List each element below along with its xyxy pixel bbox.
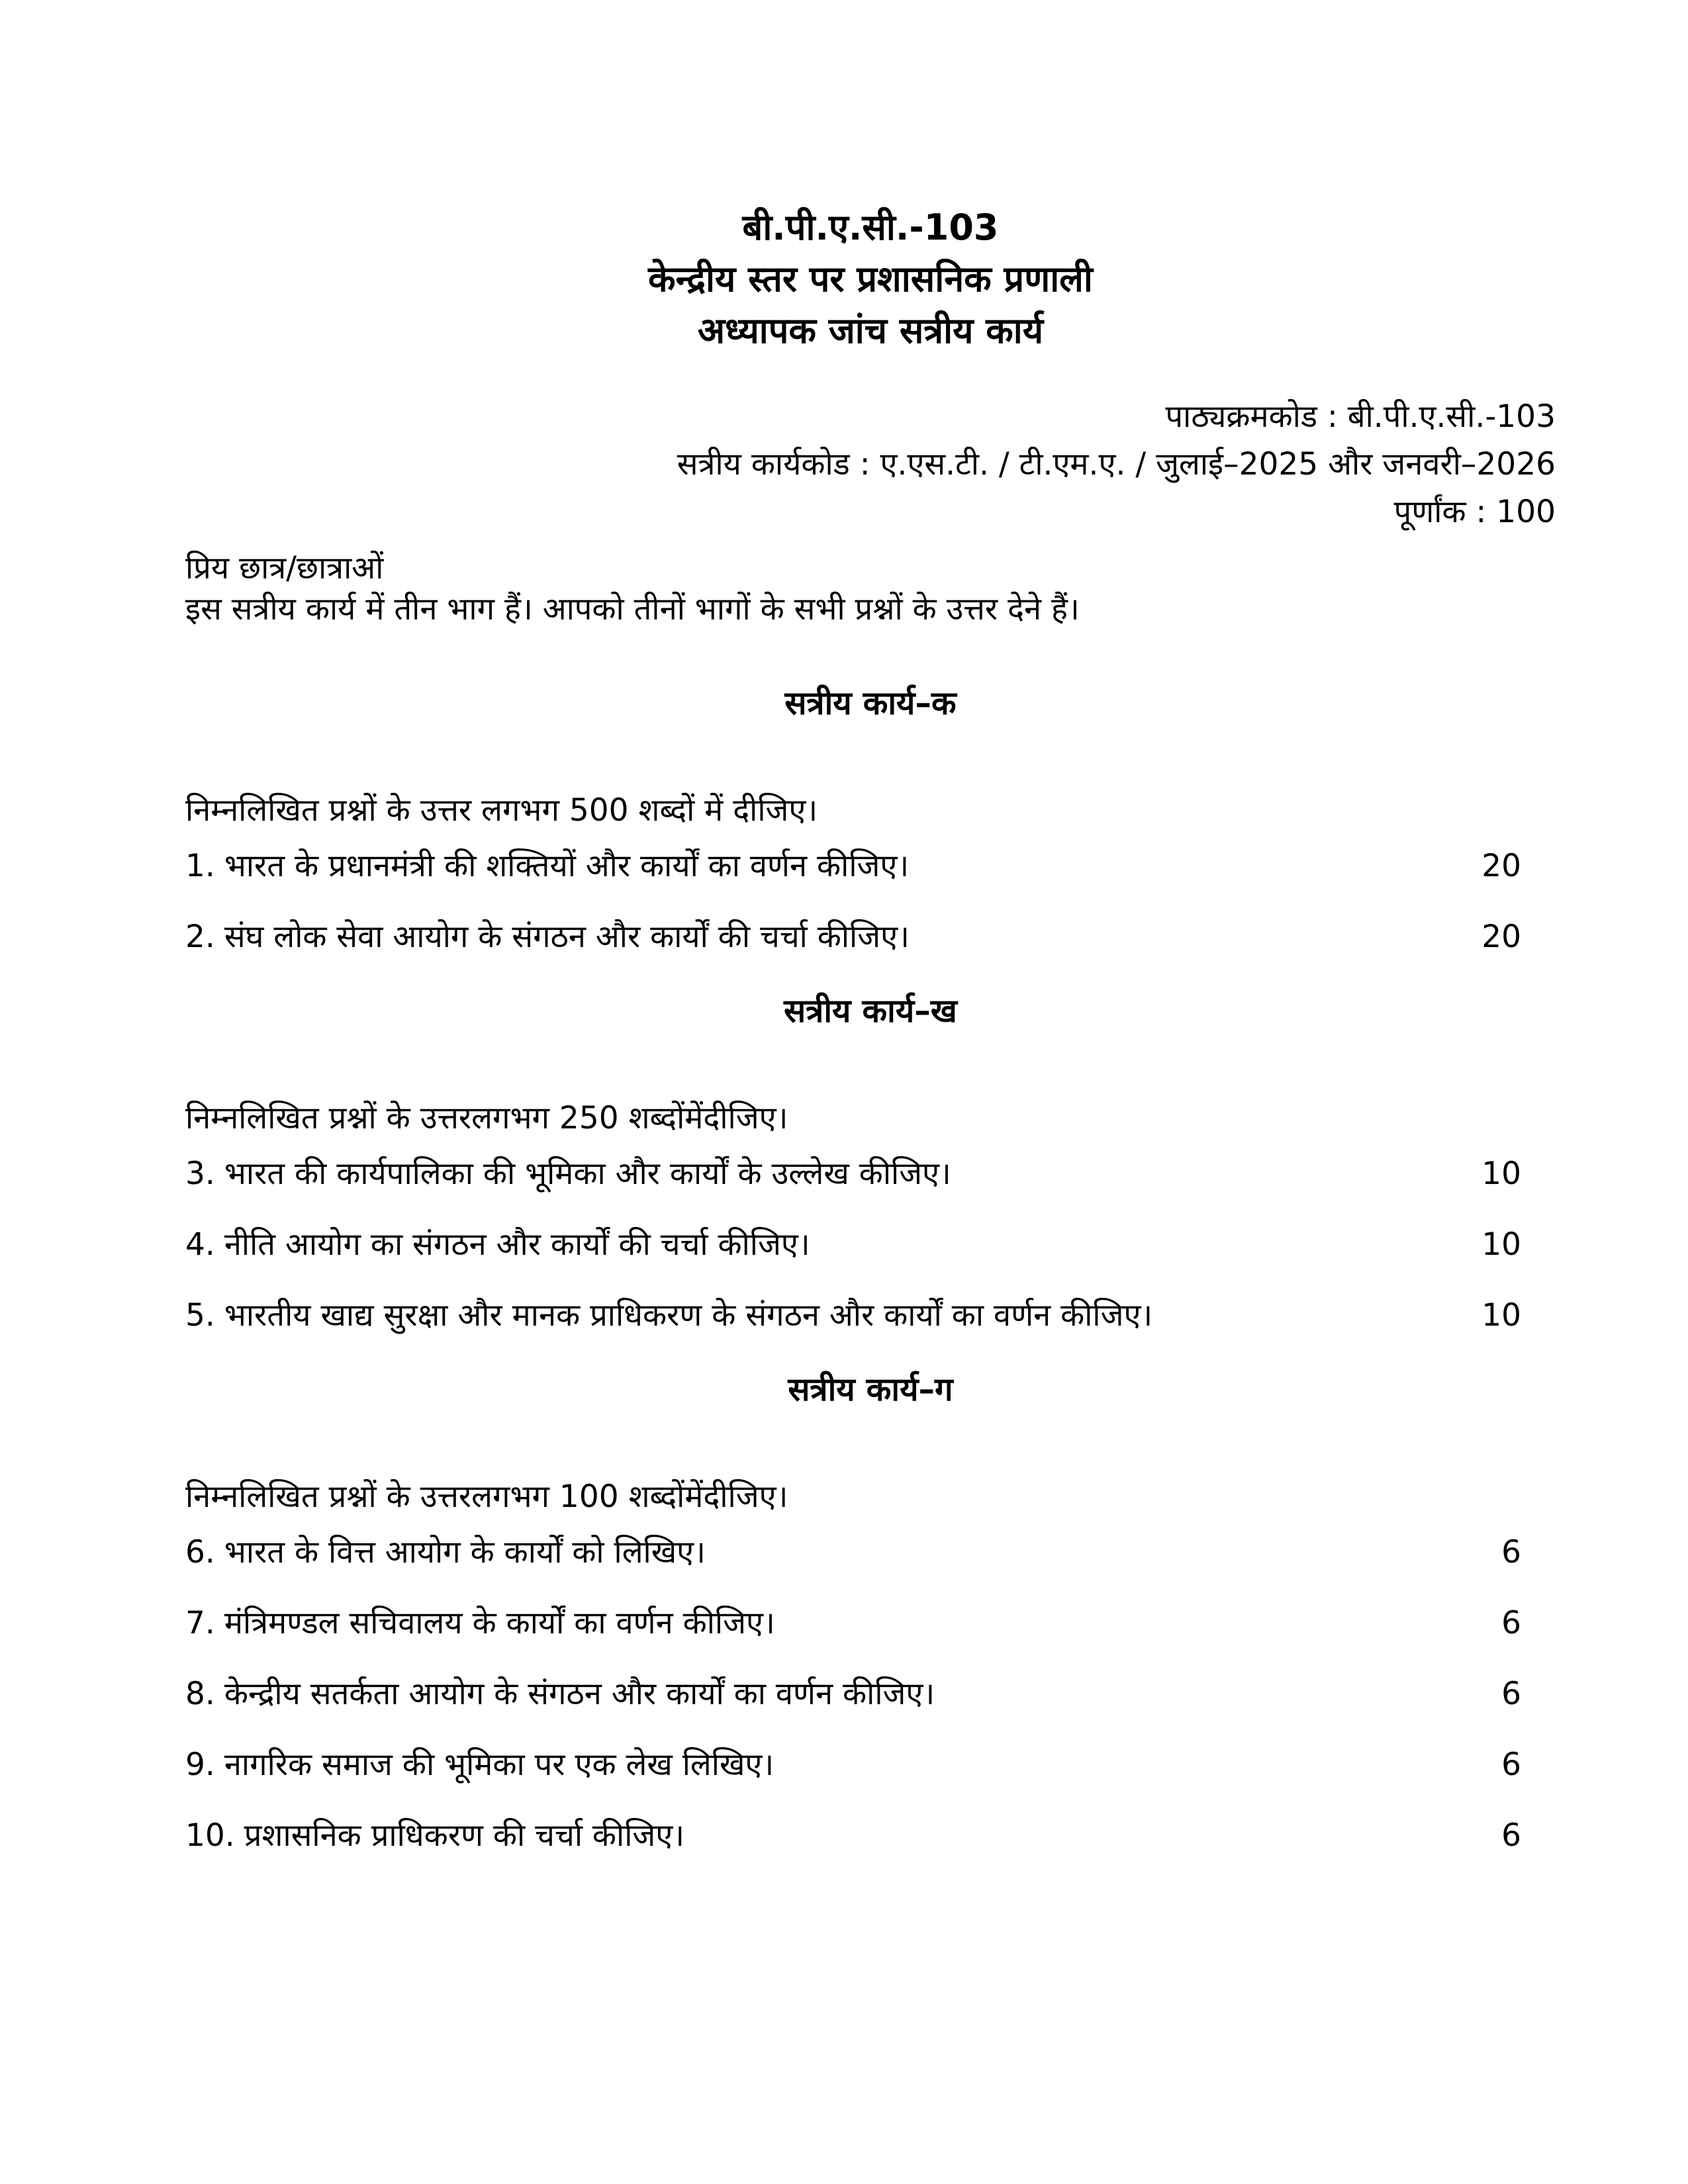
assignment-type-title: अध्यापक जांच सत्रीय कार्य [697,310,1044,351]
question-marks: 10 [1481,1156,1521,1192]
salutation: प्रिय छात्र/छात्राओं [185,550,384,586]
question-text [185,1295,1481,1336]
section-a-instruction: निम्नलिखित प्रश्नों के उत्तर लगभग 500 शब्दों में दीजिए। [185,792,818,829]
question-row [185,1532,1556,1573]
question-body: नीति आयोग का संगठन और कार्यों की चर्चा कीजिए। [224,1226,810,1263]
question-number: 5. [185,1297,215,1334]
max-marks-line: पूर्णांक : 100 [1393,494,1556,530]
section-b-heading: सत्रीय कार्य–ख [784,992,957,1030]
section-a-heading: सत्रीय कार्य–क [784,684,957,722]
question-marks: 20 [1481,848,1521,884]
question-body: भारत के वित्त आयोग के कार्यों को लिखिए। [224,1534,706,1570]
section-b-instruction: निम्नलिखित प्रश्नों के उत्तरलगभग 250 शब्दोंमेंदीजिए। [185,1100,788,1136]
question-marks: 6 [1501,1817,1521,1854]
question-row [185,1603,1556,1644]
question-row [185,1295,1556,1336]
question-marks: 6 [1501,1534,1521,1570]
question-body: नागरिक समाज की भूमिका पर एक लेख लिखिए। [224,1747,774,1783]
page-content [185,202,1556,1856]
document-title-block [185,202,1556,357]
question-body: भारत की कार्यपालिका की भूमिका और कार्यों के उल्लेख कीजिए। [224,1156,951,1192]
question-text [185,1745,1501,1786]
question-body: केन्द्रीय सतर्कता आयोग के संगठन और कार्यों का वर्णन कीजिए। [224,1676,935,1712]
question-body: प्रशासनिक प्राधिकरण की चर्चा कीजिए। [244,1817,685,1854]
question-text [185,846,1481,887]
section-c-heading: सत्रीय कार्य–ग [788,1371,953,1408]
question-text [185,1674,1501,1715]
question-body: भारत के प्रधानमंत्री की शक्तियों और कार्यों का वर्णन कीजिए। [224,848,910,884]
question-number: 9. [185,1747,215,1783]
course-code-line: पाठ्यक्रमकोड : बी.पी.ए.सी.-103 [1165,398,1556,435]
question-row [185,1674,1556,1715]
intro-text: इस सत्रीय कार्य में तीन भाग हैं। आपको तीनों भागों के सभी प्रश्नों के उत्तर देने हैं। [185,591,1080,627]
question-text [185,917,1481,958]
question-marks: 6 [1501,1605,1521,1641]
question-row [185,1224,1556,1265]
question-number: 8. [185,1676,215,1712]
question-number: 3. [185,1156,215,1192]
question-row [185,1745,1556,1786]
question-row [185,846,1556,887]
question-row [185,1815,1556,1856]
preamble [185,548,1556,630]
question-text [185,1224,1481,1265]
question-body: मंत्रिमण्डल सचिवालय के कार्यों का वर्णन कीजिए। [224,1605,775,1641]
section-c-instruction: निम्नलिखित प्रश्नों के उत्तरलगभग 100 शब्दोंमेंदीजिए। [185,1479,788,1515]
question-marks: 10 [1481,1297,1521,1334]
question-marks: 6 [1501,1747,1521,1783]
question-number: 2. [185,919,215,955]
question-body: संघ लोक सेवा आयोग के संगठन और कार्यों की चर्चा कीजिए। [224,919,910,955]
question-number: 7. [185,1605,215,1641]
question-marks: 20 [1481,919,1521,955]
question-marks: 6 [1501,1676,1521,1712]
question-text [185,1532,1501,1573]
question-row [185,1154,1556,1195]
question-number: 1. [185,848,215,884]
assignment-code-line: सत्रीय कार्यकोड : ए.एस.टी. / टी.एम.ए. / जुलाई–2025 और जनवरी–2026 [677,446,1556,482]
course-code-title: बी.पी.ए.सी.-103 [742,206,999,248]
question-number: 6. [185,1534,215,1570]
question-text [185,1603,1501,1644]
question-number: 10. [185,1817,235,1854]
question-marks: 10 [1481,1226,1521,1263]
assignment-meta-block [185,393,1556,536]
question-number: 4. [185,1226,215,1263]
question-body: भारतीय खाद्य सुरक्षा और मानक प्राधिकरण के संगठन और कार्यों का वर्णन कीजिए। [224,1297,1153,1334]
course-name-title: केन्द्रीय स्तर पर प्रशासनिक प्रणाली [648,258,1093,300]
question-text [185,1815,1501,1856]
question-text [185,1154,1481,1195]
question-row [185,917,1556,958]
